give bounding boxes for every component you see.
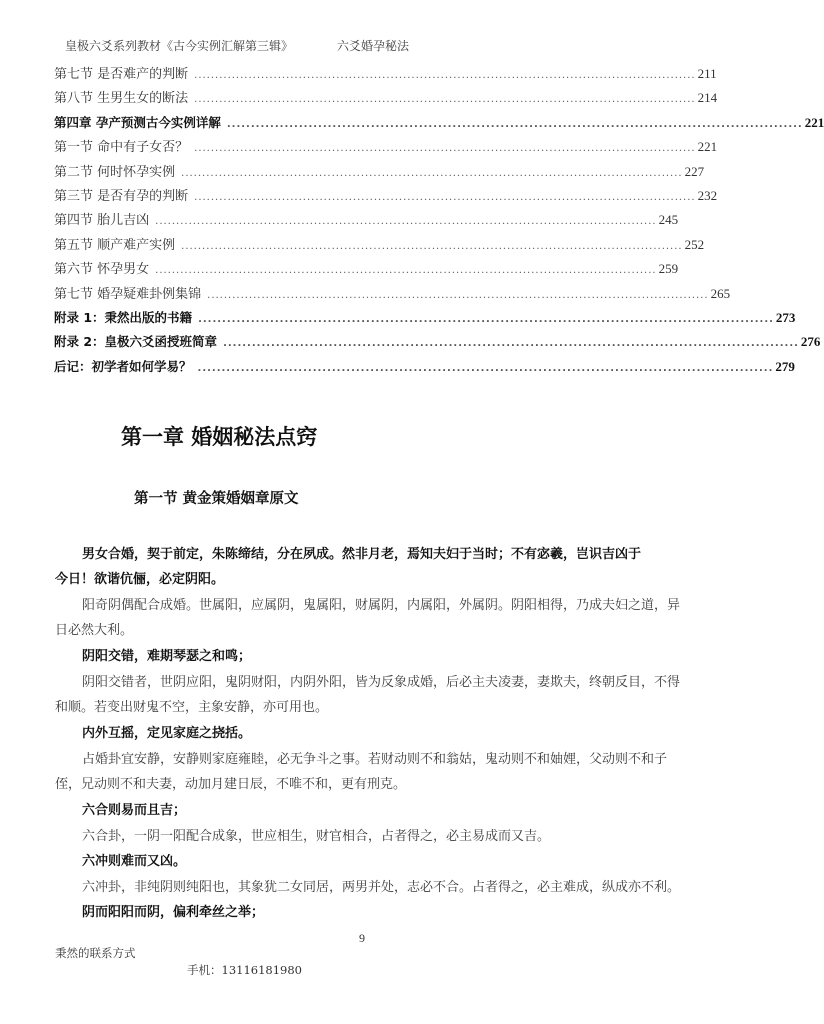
- commentary-paragraph: [55, 747, 675, 797]
- toc-dot-leader: ........................................................................................................................: [194, 70, 696, 81]
- toc-entry-page: 252: [684, 236, 705, 252]
- toc-entry-page: 227: [684, 163, 705, 179]
- toc-entry: [54, 162, 705, 182]
- toc-entry-page: 276: [800, 334, 821, 350]
- verse-paragraph: [55, 849, 675, 874]
- toc-entry-label: 第一节 命中有子女否？: [54, 140, 189, 156]
- paragraph-line: 阴阳交错者，世阴应阳，鬼阴财阳，内阴外阳，皆为反象成婚，后必主夫凌妻，妻欺夫，终朝反目，不得: [82, 675, 681, 690]
- commentary-paragraph: [55, 824, 675, 849]
- footer-contact-label: 秉然的联系方式: [55, 946, 136, 960]
- toc-entry-label: 第八节 生男生女的断法: [54, 91, 189, 107]
- toc-entry-label: 第三节 是否有孕的判断: [54, 189, 189, 204]
- toc-entry: [54, 88, 718, 108]
- toc-entry: [54, 357, 795, 377]
- toc-entry-label: 后记：初学者如何学易？: [54, 358, 192, 374]
- page-number: 9: [359, 931, 365, 945]
- toc-entry-label: 第五节 顺产难产实例: [54, 237, 176, 253]
- toc-entry-page: 259: [658, 261, 679, 277]
- paragraph-line: 六合卦，一阴一阳配合成象，世应相生，财官相合，占者得之，必主易成而又吉。: [82, 828, 551, 844]
- toc-entry: [54, 259, 679, 279]
- toc-entry-page: 221: [697, 139, 718, 155]
- toc-entry-label: 第七节 婚孕疑难卦例集锦: [54, 286, 202, 302]
- commentary-paragraph: [55, 875, 681, 900]
- verse-paragraph: [55, 721, 675, 746]
- toc-entry: [54, 186, 718, 206]
- toc-entry-page: 273: [775, 310, 796, 325]
- toc-dot-leader: ........................................................................................................................: [155, 265, 657, 277]
- toc-entry: [54, 332, 821, 352]
- toc-entry-page: 232: [697, 188, 718, 203]
- paragraph-line: 阳奇阴偶配合成婚。世属阳，应属阴，鬼属阳，财属阴，内属阳，外属阴。阴阳相得，乃成夫妇之道，异: [82, 598, 681, 614]
- toc-entry: [54, 113, 824, 133]
- paragraph-line: 阴阳交错，难期琴瑟之和鸣；: [82, 649, 252, 665]
- verse-paragraph: [55, 644, 675, 669]
- toc-entry-label: 第七节 是否难产的判断: [54, 67, 189, 82]
- section-title: 第一节 黄金策婚姻章原文: [134, 491, 299, 507]
- paragraph-line: 内外互摇，定见家庭之挠括。: [82, 726, 252, 742]
- paragraph-line: 占婚卦宜安静，安静则家庭雍睦，必无争斗之事。若财动则不和翁姑，鬼动则不和妯娌，父动则不和子: [82, 751, 668, 767]
- toc-entry-page: 265: [710, 285, 731, 301]
- toc-dot-leader: ........................................................................................................................: [226, 118, 803, 130]
- paragraph-line: 六合则易而且吉；: [82, 803, 187, 818]
- paragraph-line: 阴而阳阳而阴，偏利牵丝之举；: [82, 905, 265, 921]
- toc-entry-page: 211: [697, 66, 717, 81]
- commentary-paragraph: [55, 593, 681, 643]
- toc-entry-label: 附录 1：秉然出版的书籍: [54, 310, 193, 325]
- toc-entry-page: 245: [658, 212, 679, 228]
- verse-paragraph: [55, 900, 675, 925]
- toc-dot-leader: ........................................................................................................................: [198, 314, 774, 325]
- toc-entry-page: 214: [697, 90, 718, 106]
- toc-dot-leader: ........................................................................................................................: [197, 362, 774, 374]
- toc-dot-leader: ........................................................................................................................: [181, 167, 683, 179]
- paragraph-line: 男女合婚，契于前定，朱陈缔结，分在夙成。然非月老，焉知夫妇于当时；不有宓羲，岂识吉凶于: [82, 547, 642, 562]
- toc-entry-label: 第四章 孕产预测古今实例详解: [54, 114, 221, 130]
- toc-entry-label: 第四节 胎儿吉凶: [54, 213, 150, 229]
- toc-dot-leader: ........................................................................................................................: [194, 143, 696, 155]
- running-header-chapter: 六爻婚孕秘法: [337, 39, 410, 53]
- paragraph-line: 六冲卦，非纯阴则纯阳也，其象犹二女同居，两男并处，志必不合。占者得之，必主难成，纵成亦不利。: [82, 879, 681, 895]
- toc-entry-page: 221: [804, 114, 824, 130]
- toc-entry-label: 第六节 怀孕男女: [54, 262, 150, 278]
- toc-entry: [54, 284, 731, 304]
- paragraph-line: 今日！欲谐伉俪，必定阴阳。: [55, 572, 225, 587]
- toc-entry-label: 附录 2：皇极六爻函授班简章: [54, 334, 218, 350]
- toc-entry-page: 279: [775, 358, 795, 374]
- toc-dot-leader: ........................................................................................................................: [207, 289, 709, 301]
- paragraph-line: 和顺。若变出财鬼不空，主象安静，亦可用也。: [55, 700, 329, 715]
- running-header-book-title: 皇极六爻系列教材《古今实例汇解第三辑》: [65, 39, 294, 53]
- toc-dot-leader: ........................................................................................................................: [155, 216, 657, 228]
- commentary-paragraph: [55, 670, 681, 720]
- toc-dot-leader: ........................................................................................................................: [194, 192, 696, 203]
- verse-paragraph: [55, 798, 675, 823]
- toc-dot-leader: ........................................................................................................................: [181, 240, 683, 252]
- toc-entry: [54, 308, 796, 328]
- paragraph-line: 侄，兄动则不和夫妻，动加月建日辰，不唯不和，更有刑克。: [55, 776, 407, 792]
- toc-entry: [54, 235, 705, 255]
- toc-dot-leader: ........................................................................................................................: [194, 94, 696, 106]
- chapter-title: 第一章 婚姻秘法点窍: [121, 425, 318, 449]
- paragraph-line: 日必然大利。: [55, 623, 134, 639]
- paragraph-line: 六冲则难而又凶。: [82, 854, 187, 870]
- verse-paragraph: [55, 542, 675, 592]
- footer-phone: 手机：13116181980: [187, 963, 302, 977]
- toc-entry: [54, 210, 679, 230]
- toc-entry-label: 第二节 何时怀孕实例: [54, 164, 176, 180]
- toc-dot-leader: ........................................................................................................................: [223, 338, 799, 350]
- toc-entry: [54, 64, 717, 84]
- toc-entry: [54, 137, 718, 157]
